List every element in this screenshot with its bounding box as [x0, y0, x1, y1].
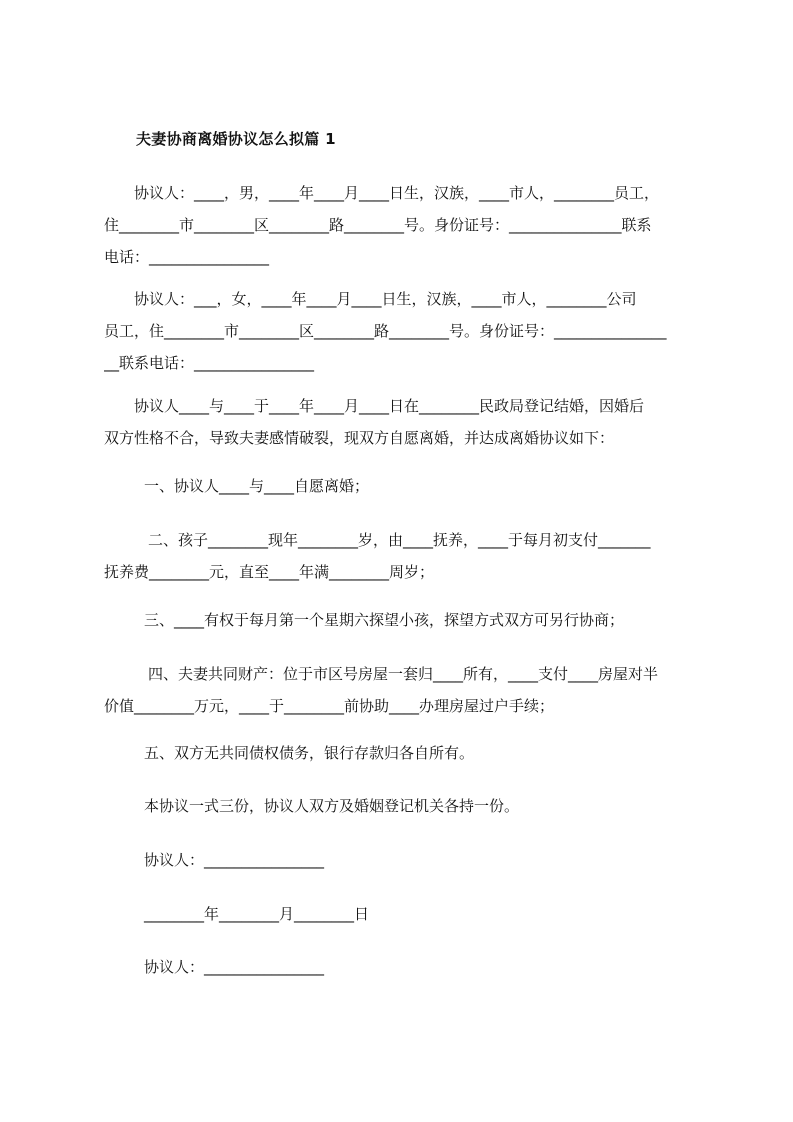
- clause-3: 三、____有权于每月第一个星期六探望小孩，探望方式双方可另行协商；: [144, 611, 625, 629]
- clause-4-paragraph: [104, 658, 700, 722]
- party2-line-1: 协议人：___，女，____年____月____日生，汉族，____市人，________公司: [104, 290, 637, 308]
- party1-line-1: 协议人：____，男，____年____月____日生，汉族，____市人，________员工，: [104, 184, 660, 202]
- background-paragraph: [104, 390, 700, 454]
- document-title: 夫妻协商离婚协议怎么拟篇 1: [136, 130, 336, 148]
- party1-line-2: 住________市________区________路________号。身份证号：_______________联系: [104, 216, 652, 234]
- party1-paragraph: [104, 177, 700, 273]
- party2-line-2: 员工，住________市________区________路________号。身份证号：_______________: [104, 322, 667, 340]
- clause-5: 五、双方无共同债权债务，银行存款归各自所有。: [144, 744, 475, 762]
- clause-4-line-2: 价值________万元，____于________前协助____办理房屋过户手续；: [104, 697, 555, 715]
- background-line-1: 协议人____与____于____年____月____日在________民政局登记结婚，因婚后: [104, 397, 645, 415]
- signature-line-1: 协议人：________________: [144, 851, 325, 869]
- clause-1: 一、协议人____与____自愿离婚；: [144, 477, 370, 495]
- clause-2-line-2: 抚养费________元，直至____年满________周岁；: [104, 563, 435, 581]
- party2-line-3: __联系电话：________________: [104, 354, 315, 372]
- clause-2-line-1: 二、孩子________现年________岁，由____抚养，____于每月初支付_______: [148, 531, 651, 549]
- party1-line-3: 电话：________________: [104, 248, 270, 266]
- date-line: ________年________月________日: [144, 905, 370, 923]
- copies-statement: 本协议一式三份，协议人双方及婚姻登记机关各持一份。: [144, 797, 520, 815]
- background-line-2: 双方性格不合，导致夫妻感情破裂，现双方自愿离婚，并达成离婚协议如下：: [104, 429, 615, 447]
- party2-paragraph: [104, 283, 700, 379]
- clause-4-line-1: 四、夫妻共同财产：位于市区号房屋一套归____所有，____支付____房屋对半: [148, 665, 659, 683]
- clause-2-paragraph: [104, 524, 700, 588]
- signature-line-2: 协议人：________________: [144, 958, 325, 976]
